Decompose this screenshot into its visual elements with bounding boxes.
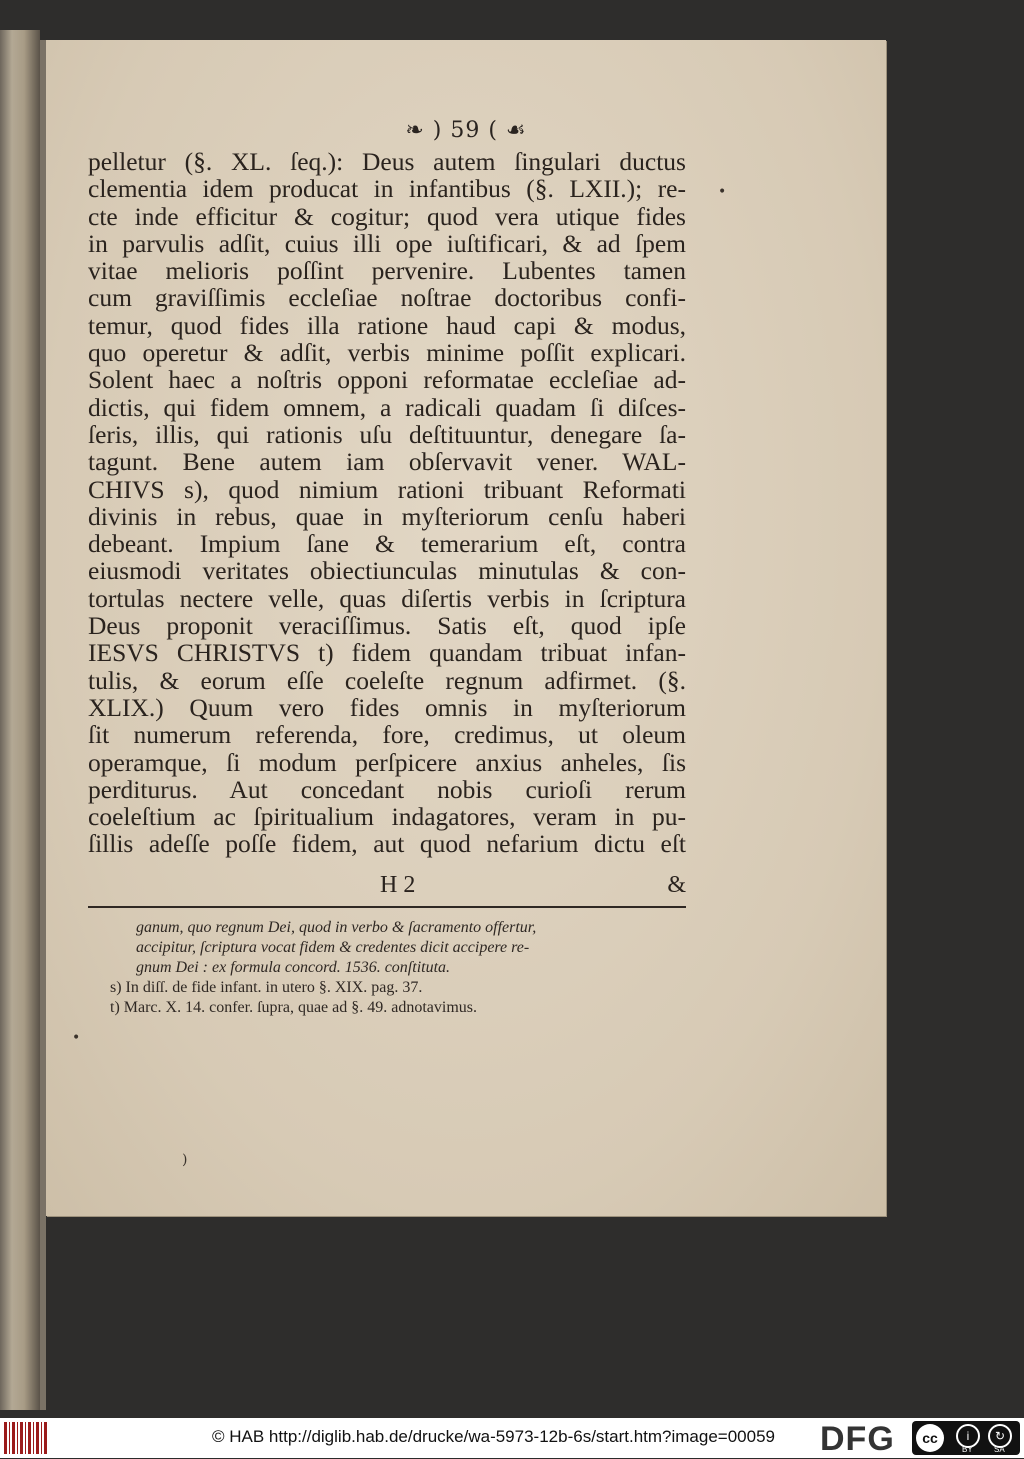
footnotes [110,918,690,1018]
text-line: ſit numerum referenda, fore, credimus, ut oleum [88,720,686,750]
footnote-rule [88,906,686,908]
cc-by-label: BY [962,1445,973,1454]
text-line: XLIX.) Quum vero fides omnis in myſteriorum [88,692,686,722]
footnote-s: s) In diſſ. de fide infant. in utero §. XIX. pag. 37. [110,979,423,996]
main-text [88,148,686,858]
text-line: tulis, & eorum eſſe coeleſte regnum adfirmet. (§. [88,665,686,695]
text-line: debeant. Impium ſane & temerarium eſt, contra [88,529,686,559]
text-line: tagunt. Bene autem iam obſervavit vener. WAL- [88,447,686,477]
share-alike-icon: ↻ [988,1424,1012,1448]
footnote-continuation-line: accipitur, ſcriptura vocat fidem & credentes dicit accipere re- [136,939,530,956]
cc-license-badge[interactable] [912,1421,1020,1455]
text-line: perditurus. Aut concedant nobis curioſi rerum [88,774,686,804]
footnote-continuation-line: ganum, quo regnum Dei, quod in verbo & ſacramento offertur, [136,919,537,936]
text-line: operamque, ſi modum perſpicere anxius anheles, ſis [88,747,686,777]
ink-speck: • [72,1030,81,1046]
hab-logo-icon [4,1422,48,1454]
text-line: coeleſtium ac ſpiritualium indagatores, veram in pu- [88,802,686,832]
cc-icon: cc [916,1424,944,1452]
person-icon: i [956,1424,980,1448]
signature-mark: H 2 [380,872,416,898]
text-line: clementia idem producat in infantibus (§. LXII.); re- [88,174,686,204]
text-line: ſillis adeſſe poſſe fidem, aut quod nefarium dictu eſt [88,829,686,859]
text-line: Deus proponit veraciſſimus. Satis eſt, quod ipſe [88,611,686,641]
text-line: tortulas nectere velle, quas diſertis verbis in ſcriptura [88,583,686,613]
text-line: CHIVS s), quod nimium rationi tribuant Reformati [88,474,686,504]
text-line: divinis in rebus, quae in myſteriorum cenſu haberi [88,501,686,531]
catchword: & [667,872,686,898]
copyright-link[interactable]: © HAB http://diglib.hab.de/drucke/wa-5973-12b-6s/start.htm?image=00059 [212,1427,775,1446]
viewer-footer [0,1418,1024,1458]
text-line: eiusmodi veritates obiectiunculas minutulas & con- [88,556,686,586]
previous-page-edges [0,30,40,1410]
cc-sa-label: SA [994,1445,1005,1454]
text-line: quo operetur & adſit, verbis minime poſſit explicari. [88,338,686,368]
text-line: Solent haec a noſtris opponi reformatae eccleſiae ad- [88,365,686,395]
footnote-t: t) Marc. X. 14. confer. ſupra, quae ad §. 49. adnotavimus. [110,999,478,1016]
text-line: temur, quod fides illa ratione haud capi & modus, [88,310,686,340]
book-page [46,40,886,1216]
ink-speck: ) [182,1152,188,1168]
running-head-page-number: ❧ ) 59 ( ☙ [405,118,527,143]
text-line: pelletur (§. XL. ſeq.): Deus autem ſingulari ductus [88,147,686,176]
text-line: in parvulis adſit, cuius illi ope iuſtificari, & ad ſpem [88,228,686,258]
text-line: dictis, qui fidem omnem, a radicali quadam ſi diſces- [88,392,686,422]
dfg-logo: DFG [820,1420,895,1458]
text-line: ſeris, illis, qui rationis uſu deſtituuntur, denegare ſa- [88,419,686,449]
text-line: IESVS CHRISTVS t) fidem quandam tribuat infan- [88,638,686,668]
text-line: vitae melioris poſſint pervenire. Lubentes tamen [88,256,686,286]
footnote-continuation-line: gnum Dei : ex formula concord. 1536. conſtituta. [136,959,451,976]
ink-speck: • [718,184,727,200]
text-line: cte inde efficitur & cogitur; quod vera utique fides [88,201,686,231]
text-line: cum graviſſimis eccleſiae noſtrae doctoribus confi- [88,283,686,313]
